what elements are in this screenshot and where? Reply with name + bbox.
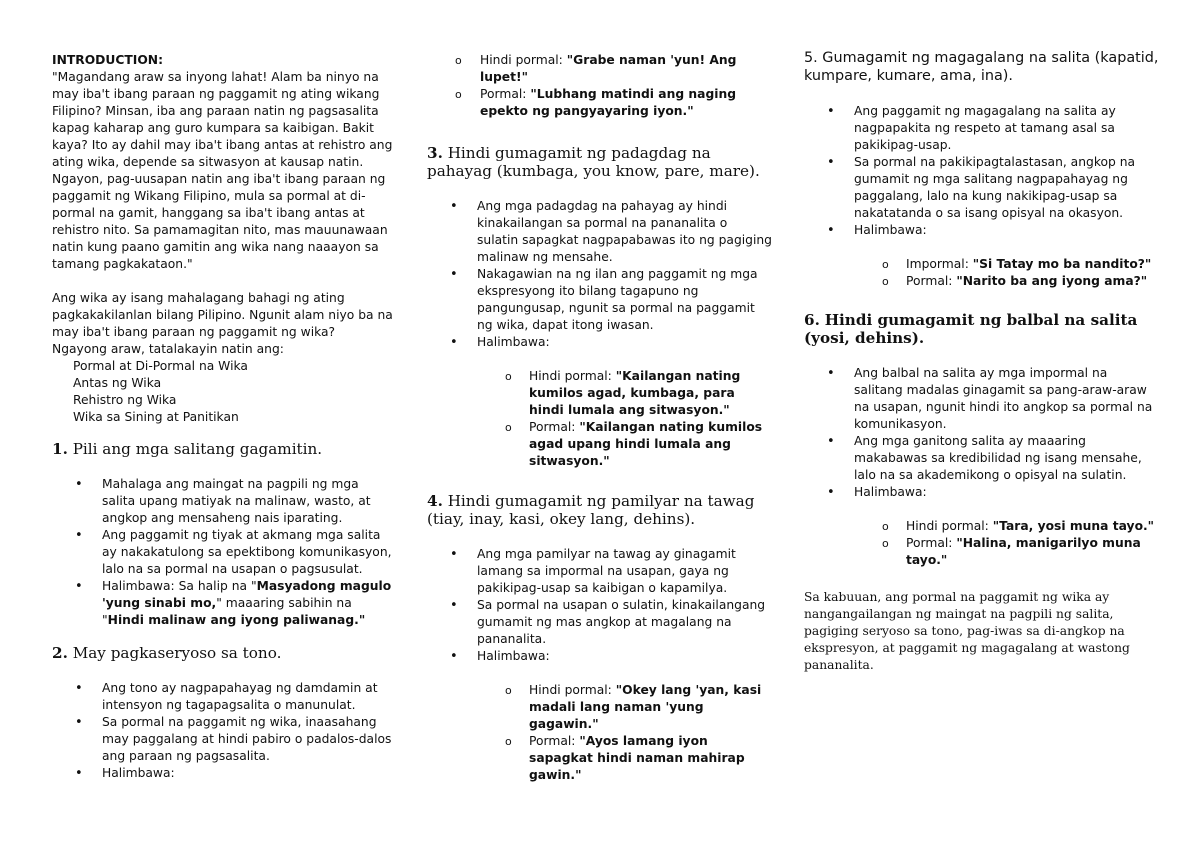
section-6-examples: [804, 518, 1159, 569]
intro-text: "Magandang araw sa inyong lahat! Alam ba ninyo na may iba't ibang paraan ng paggamit ng ating wikang Filipino? Minsan, iba ang paraan natin ng pagsasalita kapag kaharap ang guro kumpara sa kaibigan. Bakit kaya? Ito ay dahil may iba't ibang antas at rehistro ang ating wika, depende sa sitwasyon at kausap natin. Ngayon, pag-uusapan natin ang iba't ibang paraan ng paggamit ng Wikang Filipino, mula sa pormal at di-pormal na gamit, hanggang sa iba't ibang antas at rehistro nito. Sa pamamagitan nito, mas mauunawaan natin kung paano gamitin ang wika nang naaayon sa tamang pagkakataon.": [52, 70, 393, 271]
section-6-list: [804, 365, 1159, 501]
topic-item: Antas ng Wika: [73, 376, 162, 390]
example-item: o Hindi pormal: "Grabe naman 'yun! Ang lupet!": [377, 52, 772, 86]
list-item: • Halimbawa:: [427, 648, 772, 665]
example-item: o Hindi pormal: "Kailangan nating kumilos agad, kumbaga, para hindi lumala ang sitwasyon.": [427, 368, 772, 419]
example-item: o Pormal: "Ayos lamang iyon sapagkat hindi naman mahirap gawin.": [427, 733, 772, 784]
list-item: • Halimbawa:: [804, 222, 1159, 239]
example-item: o Hindi pormal: "Tara, yosi muna tayo.": [804, 518, 1159, 535]
list-item: • Sa pormal na usapan o sulatin, kinakailangang gumamit ng mas angkop at magalang na pananalita.: [427, 597, 772, 648]
section-4-examples: [427, 682, 772, 784]
section-4-list: [427, 546, 772, 665]
section-5-examples: [804, 256, 1159, 290]
list-item: • Halimbawa:: [52, 765, 394, 782]
paragraph-2: Ang wika ay isang mahalagang bahagi ng ating pagkakakilanlan bilang Pilipino. Ngunit alam niyo ba na may iba't ibang paraan ng paggamit ng wika?: [52, 291, 393, 339]
example-item: o Pormal: "Narito ba ang iyong ama?": [804, 273, 1159, 290]
list-item: • Nakagawian na ng ilan ang paggamit ng mga ekspresyong ito bilang tagapuno ng pangungusap, ngunit sa pormal na paggamit ng wika, dapat itong iwasan.: [427, 266, 772, 334]
column-2: [427, 52, 772, 784]
section-2-list: [52, 680, 394, 782]
section-3-list: [427, 198, 772, 351]
list-item: • Ang tono ay nagpapahayag ng damdamin at intensyon ng tagapagsalita o manunulat.: [52, 680, 394, 714]
topic-list: [52, 358, 394, 426]
example-item: o Pormal: "Kailangan nating kumilos agad upang hindi lumala ang sitwasyon.": [427, 419, 772, 470]
section-2-heading: 2. May pagkaseryoso sa tono.: [52, 644, 282, 662]
list-item: • Halimbawa: Sa halip na "Masyadong magulo 'yung sinabi mo," maaaring sabihin na "Hindi malinaw ang iyong paliwanag.": [52, 578, 394, 629]
section-1-heading: 1. Pili ang mga salitang gagamitin.: [52, 440, 323, 458]
list-item: • Halimbawa:: [427, 334, 772, 351]
list-item: • Ang paggamit ng magagalang na salita ay nagpapakita ng respeto at tamang asal sa pakikipag-usap.: [804, 103, 1159, 154]
examples-tono: [377, 52, 772, 120]
list-item: • Sa pormal na paggamit ng wika, inaasahang may paggalang at hindi pabiro o padalos-dalos ang paraan ng pagsasalita.: [52, 714, 394, 765]
section-1-list: [52, 476, 394, 629]
section-3-examples: [427, 368, 772, 470]
example-item: o Pormal: "Halina, manigarilyo muna tayo.": [804, 535, 1159, 569]
intro-title: INTRODUCTION:: [52, 53, 164, 67]
list-item: • Ang mga pamilyar na tawag ay ginagamit lamang sa impormal na usapan, gaya ng pakikipag-usap sa kaibigan o kapamilya.: [427, 546, 772, 597]
paragraph-3: Ngayong araw, tatalakayin natin ang:: [52, 342, 284, 356]
list-item: • Sa pormal na pakikipagtalastasan, angkop na gumamit ng mga salitang nagpapahayag ng paggalang, lalo na kung nakikipag-usap sa nakatatanda o sa isang opisyal na okasyon.: [804, 154, 1159, 222]
section-4-heading: 4. Hindi gumagamit ng pamilyar na tawag (tiay, inay, kasi, okey lang, dehins).: [427, 492, 755, 528]
list-item: • Ang mga ganitong salita ay maaaring makabawas sa kredibilidad ng isang mensahe, lalo na sa akademikong o opisyal na sulatin.: [804, 433, 1159, 484]
example-item: o Hindi pormal: "Okey lang 'yan, kasi madali lang naman 'yung gagawin.": [427, 682, 772, 733]
topic-item: Pormal at Di-Pormal na Wika: [73, 359, 248, 373]
example-item: o Pormal: "Lubhang matindi ang naging epekto ng pangyayaring iyon.": [377, 86, 772, 120]
list-item: • Ang mga padagdag na pahayag ay hindi kinakailangan sa pormal na pananalita o sulatin sapagkat nagpapabawas ito ng pagiging malinaw ng mensahe.: [427, 198, 772, 266]
section-5-heading: 5. Gumagamit ng magagalang na salita (kapatid, kumpare, kumare, ama, ina).: [804, 50, 1159, 84]
section-6-heading: 6. Hindi gumagamit ng balbal na salita (yosi, dehins).: [804, 311, 1138, 347]
conclusion: Sa kabuuan, ang pormal na paggamit ng wika ay nangangailangan ng maingat na pagpili ng salita, pagiging seryoso sa tono, pag-iwas sa di-angkop na ekspresyon, at paggamit ng magagalang at wastong pananalita.: [804, 590, 1130, 672]
topic-item: Wika sa Sining at Panitikan: [73, 410, 239, 424]
section-3-heading: 3. Hindi gumagamit ng padagdag na pahayag (kumbaga, you know, pare, mare).: [427, 144, 760, 180]
section-5-list: [804, 103, 1159, 239]
list-item: • Halimbawa:: [804, 484, 1159, 501]
list-item: • Ang paggamit ng tiyak at akmang mga salita ay nakakatulong sa epektibong komunikasyon, lalo na sa pormal na usapan o pagsusulat.: [52, 527, 394, 578]
list-item: • Mahalaga ang maingat na pagpili ng mga salita upang matiyak na malinaw, wasto, at angkop ang mensaheng nais iparating.: [52, 476, 394, 527]
column-3: [804, 49, 1159, 674]
example-item: o Impormal: "Si Tatay mo ba nandito?": [804, 256, 1159, 273]
topic-item: Rehistro ng Wika: [73, 393, 177, 407]
list-item: • Ang balbal na salita ay mga impormal na salitang madalas ginagamit sa pang-araw-araw na usapan, ngunit hindi ito angkop sa pormal na komunikasyon.: [804, 365, 1159, 433]
column-1: [52, 52, 394, 782]
